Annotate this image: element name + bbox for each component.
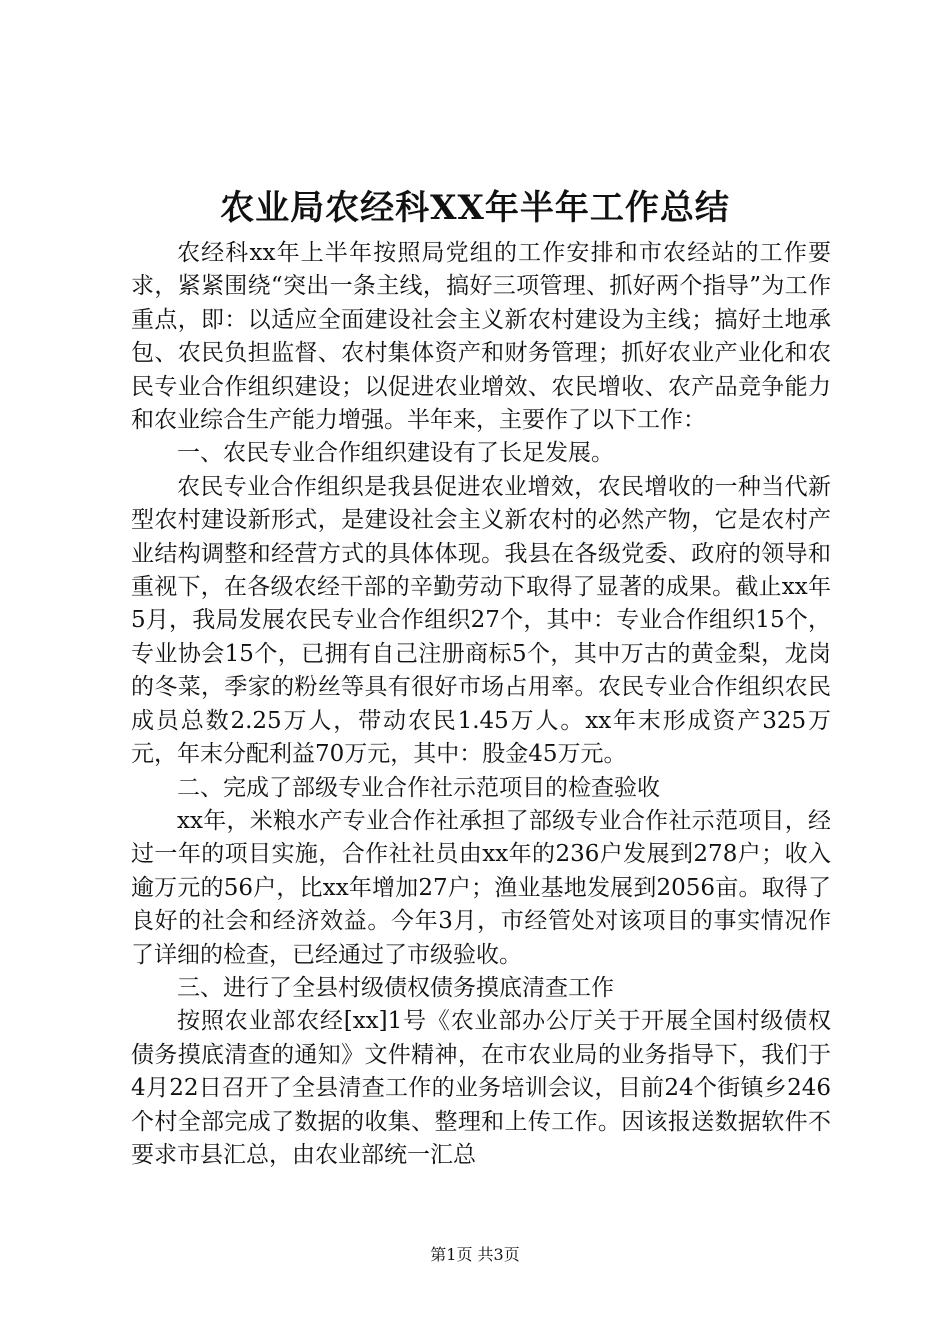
section-paragraph-1: 农民专业合作组织是我县促进农业增效，农民增收的一种当代新型农村建设新形式，是建设社会主义新农村的必然产物，它是农村产业结构调整和经营方式的具体体现。我县在各级党委、政府的领导和重视下，在各级农经干部的辛勤劳动下取得了显著的成果。截止xx年5月，我局发展农民专业合作组织27个，其中：专业合作组织15个，专业协会15个，已拥有自己注册商标5个，其中万古的黄金梨，龙岗的冬菜，季家的粉丝等具有很好市场占用率。农民专业合作组织农民成员总数2.25万人，带动农民1.45万人。xx年末形成资产325万元，年末分配利益70万元，其中：股金45万元。 (131, 473, 831, 768)
section-heading-1: 一、农民专业合作组织建设有了长足发展。 (177, 440, 614, 467)
document-title: 农业局农经科XX年半年工作总结 (220, 188, 730, 228)
document-body (131, 237, 831, 1172)
section-paragraph-3: 按照农业部农经[xx]1号《农业部办公厅关于开展全国村级债权债务摸底清查的通知》文件精神，在市农业局的业务指导下，我们于4月22日召开了全县清查工作的业务培训会议，目前24个街镇乡246个村全部完成了数据的收集、整理和上传工作。因该报送数据软件不要求市县汇总，由农业部统一汇总 (131, 1008, 831, 1168)
section-heading-2: 二、完成了部级专业合作社示范项目的检查验收 (177, 774, 660, 801)
page-footer: 第1页 共3页 (430, 1245, 520, 1264)
intro-paragraph: 农经科xx年上半年按照局党组的工作安排和市农经站的工作要求，紧紧围绕“突出一条主线，搞好三项管理、抓好两个指导”为工作重点，即：以适应全面建设社会主义新农村建设为主线；搞好土地承包、农民负担监督、农村集体资产和财务管理；抓好农业产业化和农民专业合作组织建设；以促进农业增效、农民增收、农产品竞争能力和农业综合生产能力增强。半年来，主要作了以下工作： (131, 240, 831, 434)
section-paragraph-2: xx年，米粮水产专业合作社承担了部级专业合作社示范项目，经过一年的项目实施，合作社社员由xx年的236户发展到278户；收入逾万元的56户，比xx年增加27户；渔业基地发展到2056亩。取得了良好的社会和经济效益。今年3月，市经管处对该项目的事实情况作了详细的检查，已经通过了市级验收。 (131, 807, 831, 968)
section-heading-3: 三、进行了全县村级债权债务摸底清查工作 (177, 974, 614, 1001)
